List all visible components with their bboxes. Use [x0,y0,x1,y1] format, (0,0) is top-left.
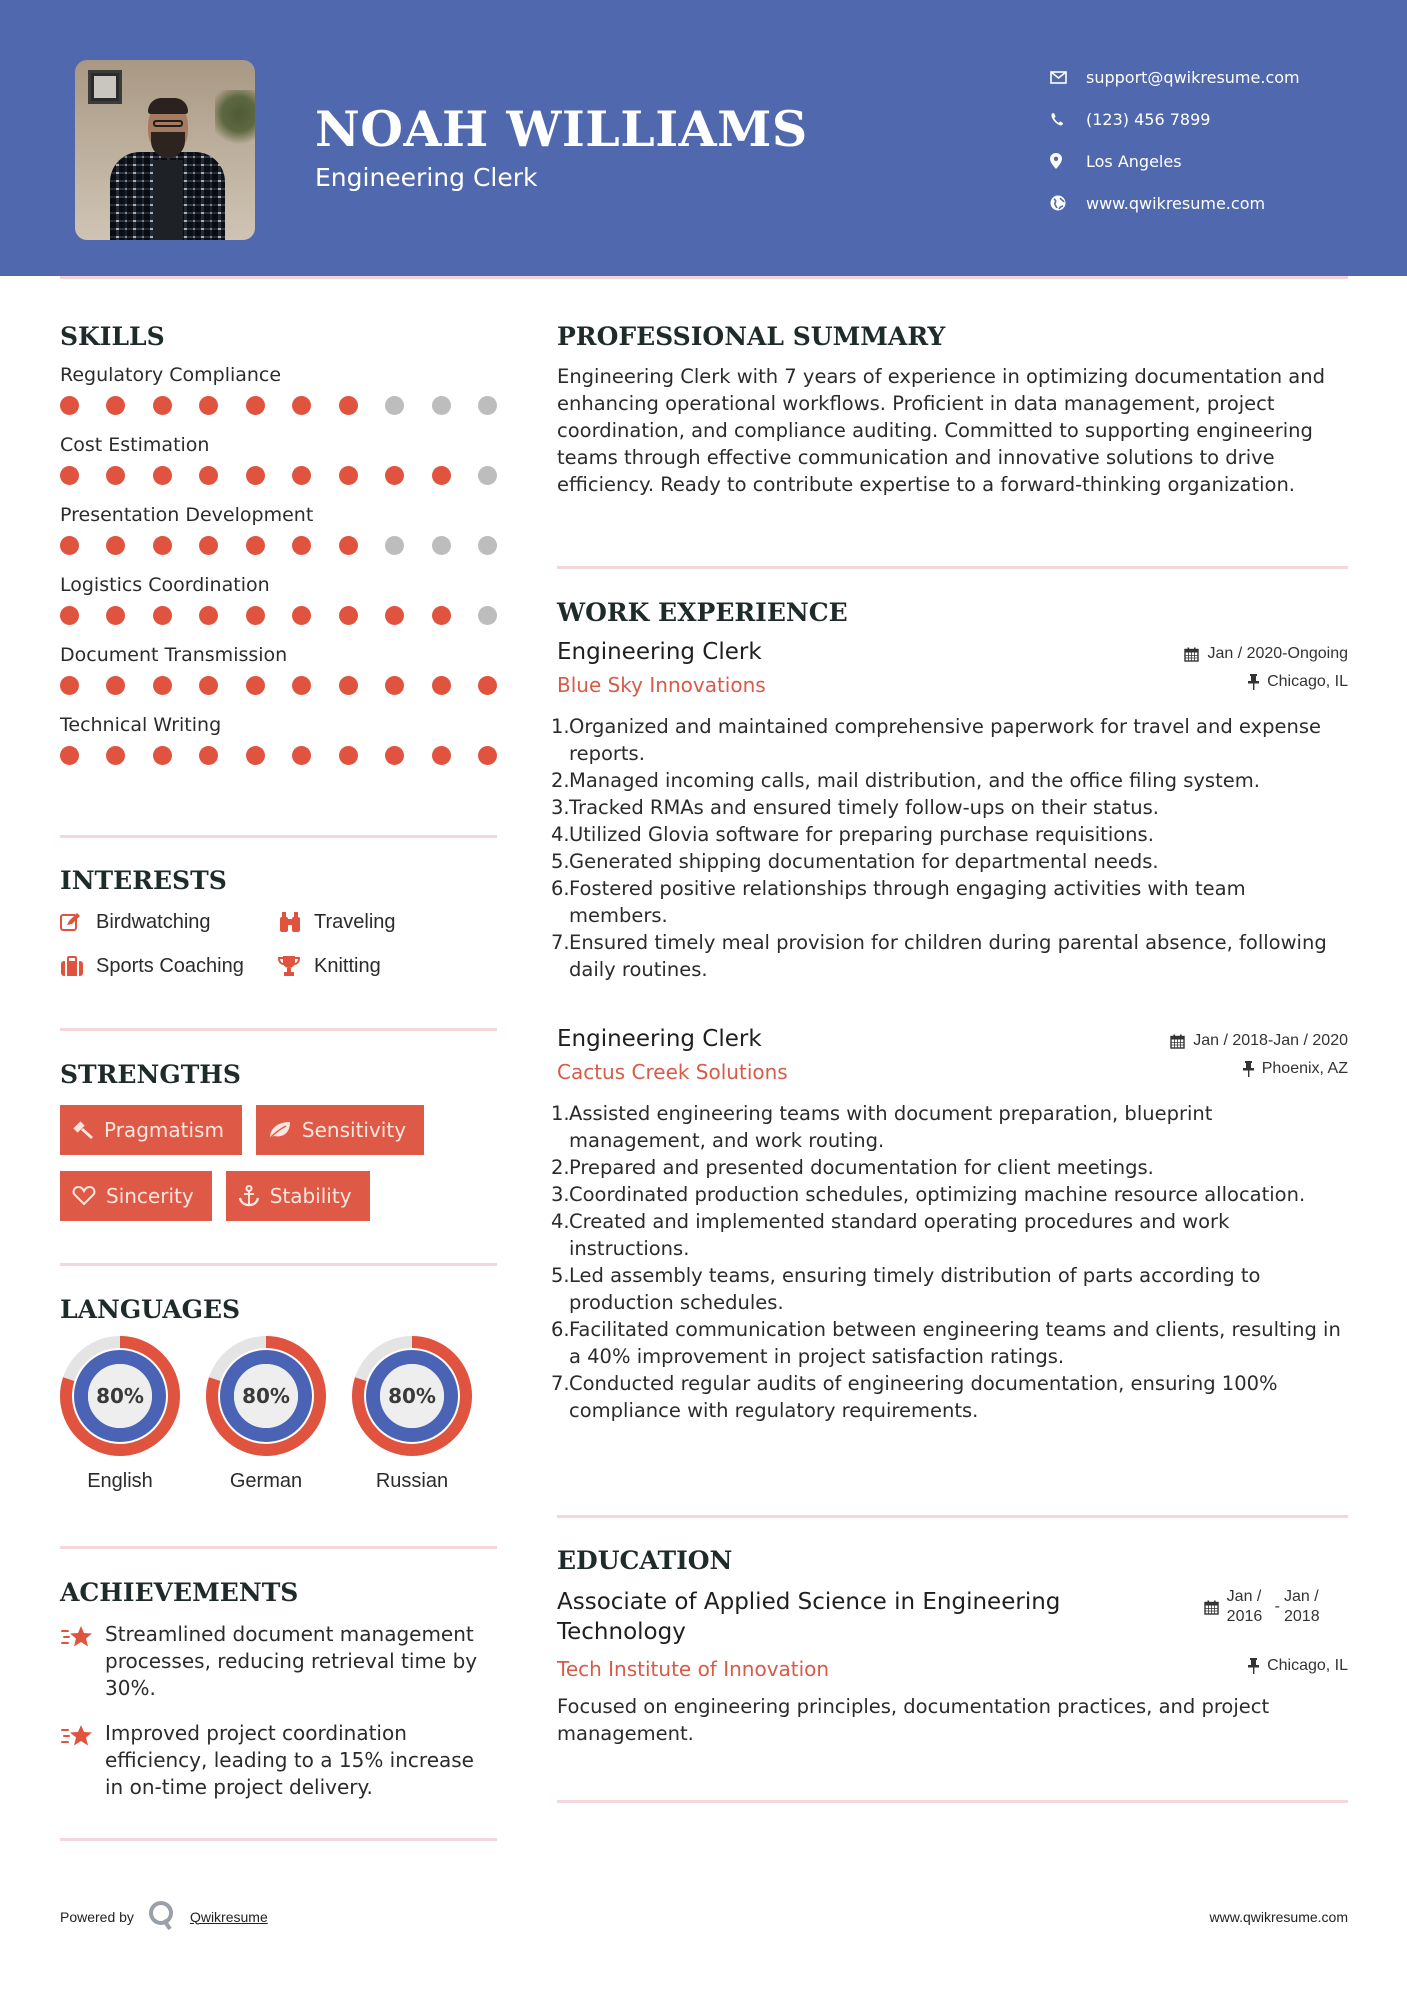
rating-dot-filled [246,746,265,765]
achievement-item [60,1720,497,1801]
section-divider [60,1263,497,1266]
interest-label: Traveling [314,910,396,933]
language-percent: 80% [388,1384,436,1408]
company-name: Cactus Creek Solutions [557,1060,788,1084]
experience-section [551,598,1348,1422]
photo-person-hair [148,98,188,114]
job-responsibilities [551,1100,1348,1424]
languages-section [60,1295,497,1493]
strengths-section [60,1060,497,1221]
strengths-list [60,1105,497,1221]
contact-phone-text: (123) 456 7899 [1086,109,1211,129]
responsibility-item: 7. Conducted regular audits of engineering documentation, ensuring 100% compliance with regulatory requirements. [551,1372,1278,1422]
responsibility-item: 4. Created and implemented standard operating procedures and work instructions. [551,1210,1230,1260]
rating-dot-filled [106,676,125,695]
summary-title: PROFESSIONAL SUMMARY [557,322,946,351]
job-title: Engineering Clerk [557,1026,762,1052]
responsibility-item: 6. Fostered positive relationships through engaging activities with team members. [551,877,1246,927]
section-divider [60,1838,497,1841]
achievements-title: ACHIEVEMENTS [60,1578,299,1607]
rating-dot-filled [432,606,451,625]
section-divider [557,566,1348,569]
strength-badge [60,1171,212,1221]
job-entry [551,639,1348,983]
map-marker-icon [1050,153,1086,169]
edit-icon [60,912,96,932]
powered-by [60,1900,268,1933]
rating-dot-filled [153,536,172,555]
contact-list [1050,56,1300,224]
rating-dot-filled [385,606,404,625]
pushpin-icon [1248,1658,1259,1674]
rating-dot-filled [153,746,172,765]
section-divider [60,1028,497,1031]
calendar-icon [1184,647,1199,662]
language-item [352,1336,472,1493]
contact-location [1050,140,1300,182]
gavel-icon [72,1119,94,1141]
rating-dot-empty [478,536,497,555]
rating-dot-filled [60,746,79,765]
rating-dot-filled [432,676,451,695]
skill-rating [60,739,497,781]
suitcase-icon [60,956,96,976]
school-name: Tech Institute of Innovation [557,1657,830,1681]
photo-wall-frame [88,70,122,104]
skill-label: Document Transmission [60,644,288,666]
responsibility-item: 5. Led assembly teams, ensuring timely distribution of parts according to production schedules. [551,1264,1261,1314]
globe-icon [1050,195,1086,211]
education-description: Focused on engineering principles, documentation practices, and project management. [557,1695,1270,1745]
photo-plant [215,90,255,150]
rating-dot-filled [60,396,79,415]
job-responsibilities [551,713,1348,983]
rating-dot-filled [292,606,311,625]
rating-dot-empty [478,606,497,625]
achievement-text: Streamlined document management processes, reducing retrieval time by 30%. [105,1622,478,1700]
achievements-list [60,1621,497,1801]
summary-section [557,322,1348,498]
rating-dot-filled [199,746,218,765]
skill-label: Regulatory Compliance [60,364,282,386]
education-location [1248,1657,1348,1675]
job-location-text: Chicago, IL [1267,673,1348,690]
qwikresume-logo-icon [148,1900,176,1933]
education-date-separator: - [1274,1598,1280,1615]
section-divider [557,1515,1348,1518]
rating-dot-filled [292,466,311,485]
rating-dot-filled [292,396,311,415]
contact-location-text: Los Angeles [1086,151,1182,171]
rating-dot-filled [246,606,265,625]
skill-rating [60,529,497,571]
interest-item [60,907,278,937]
job-title: Engineering Clerk [557,639,762,665]
responsibility-item: 6. Facilitated communication between engineering teams and clients, resulting in a 40% improvement in project satisfaction ratings. [551,1318,1341,1368]
rating-dot-filled [292,676,311,695]
responsibility-item: 7. Ensured timely meal provision for children during parental absence, following daily routines. [551,931,1327,981]
skills-list [60,361,497,781]
responsibility-item: 1. Assisted engineering teams with document preparation, blueprint management, and work routing. [551,1102,1213,1152]
strength-label: Sincerity [106,1184,194,1208]
skill-item [60,501,497,571]
rating-dot-filled [60,466,79,485]
skill-item [60,431,497,501]
job-entry [551,1026,1348,1424]
job-dates-text: Jan / 2018-Jan / 2020 [1193,1032,1348,1049]
rating-dot-filled [246,396,265,415]
candidate-title: Engineering Clerk [315,163,538,192]
responsibility-item: 1. Organized and maintained comprehensive paperwork for travel and expense reports. [551,715,1321,765]
rating-dot-filled [385,466,404,485]
resume-header [0,0,1407,276]
job-subheader [557,673,1348,697]
page-footer [60,1900,1348,1933]
interests-section [60,866,497,981]
skill-rating [60,389,497,431]
summary-text: Engineering Clerk with 7 years of experience in optimizing documentation and enhancing operational workflows. Proficient in data management, project coordination, and compliance auditing. Committed to supporting engineering teams through effective communication and innovative solutions to drive efficiency. Ready to contribute expertise to a forward-thinking organization. [557,365,1325,496]
candidate-name: NOAH WILLIAMS [315,100,808,158]
rating-dot-filled [478,676,497,695]
job-subheader [557,1060,1348,1084]
rating-dot-filled [106,466,125,485]
strength-label: Pragmatism [104,1118,224,1142]
rating-dot-filled [339,536,358,555]
rating-dot-filled [339,606,358,625]
rating-dot-filled [60,676,79,695]
rating-dot-filled [60,536,79,555]
interest-item [278,951,478,981]
rating-dot-empty [478,396,497,415]
qwikresume-link[interactable]: Qwikresume [189,1908,268,1925]
strength-badge [256,1105,424,1155]
interest-label: Sports Coaching [96,954,244,977]
interests-title: INTERESTS [60,866,227,895]
strength-badge [226,1171,370,1221]
section-divider [60,1546,497,1549]
language-name: Russian [375,1470,449,1492]
strength-label: Sensitivity [301,1118,407,1142]
rating-dot-filled [153,396,172,415]
skill-item [60,571,497,641]
pushpin-icon [1243,1061,1254,1077]
footer-website[interactable]: www.qwikresume.com [1209,1908,1348,1925]
photo-person-glasses [153,120,183,127]
skill-item [60,641,497,711]
pushpin-icon [1248,674,1259,690]
interests-list [60,907,497,981]
rating-dot-filled [246,536,265,555]
profile-photo [75,60,255,240]
section-divider [60,835,497,838]
language-name: German [229,1470,303,1492]
rating-dot-filled [339,396,358,415]
responsibility-item: 4. Utilized Glovia software for preparing purchase requisitions. [551,823,1154,846]
rating-dot-filled [106,606,125,625]
job-dates-text: Jan / 2020-Ongoing [1207,645,1348,662]
achievements-section [60,1578,497,1819]
job-location [1243,1060,1348,1078]
rating-dot-filled [478,746,497,765]
languages-list [60,1336,497,1493]
interest-item [278,907,478,937]
rating-dot-filled [60,606,79,625]
education-subheader [557,1657,1348,1681]
contact-email[interactable] [1050,56,1300,98]
education-end-date: Jan / 2018 [1284,1588,1320,1625]
responsibility-item: 5. Generated shipping documentation for departmental needs. [551,850,1159,873]
rating-dot-filled [292,746,311,765]
language-percent: 80% [96,1384,144,1408]
education-dates [1204,1587,1326,1627]
company-name: Blue Sky Innovations [557,673,766,697]
contact-phone[interactable] [1050,98,1300,140]
education-location-text: Chicago, IL [1267,1657,1348,1674]
rating-dot-empty [385,536,404,555]
rating-dot-filled [432,466,451,485]
skill-label: Technical Writing [60,714,222,736]
experience-title: WORK EXPERIENCE [557,598,848,627]
rating-dot-filled [339,746,358,765]
rating-dot-filled [153,606,172,625]
rating-dot-filled [106,396,125,415]
rating-dot-filled [432,746,451,765]
rating-dot-filled [339,676,358,695]
interest-item [60,951,278,981]
rating-dot-empty [432,536,451,555]
rating-dot-filled [106,536,125,555]
rating-dot-empty [432,396,451,415]
languages-title: LANGUAGES [60,1295,241,1324]
envelope-icon [1050,71,1086,84]
skill-rating [60,599,497,641]
language-percent: 80% [242,1384,290,1408]
language-progress-ring [60,1336,180,1456]
rating-dot-filled [106,746,125,765]
skill-item [60,361,497,431]
language-item [60,1336,180,1493]
contact-website-text: www.qwikresume.com [1086,193,1266,213]
responsibility-item: 2. Managed incoming calls, mail distribution, and the office filing system. [551,769,1260,792]
rating-dot-filled [339,466,358,485]
responsibility-item: 2. Prepared and presented documentation for client meetings. [551,1156,1154,1179]
achievement-item [60,1621,497,1702]
heart-icon [72,1186,96,1206]
language-item [206,1336,326,1493]
education-start-date: Jan / 2016 [1226,1588,1263,1625]
powered-by-label: Powered by [60,1908,134,1925]
rating-dot-empty [385,396,404,415]
responsibility-item: 3. Tracked RMAs and ensured timely follow-ups on their status. [551,796,1159,819]
education-section [557,1546,1348,1747]
rating-dot-filled [292,536,311,555]
calendar-icon [1204,1600,1219,1615]
job-header [557,1026,1348,1052]
achievement-text: Improved project coordination efficiency, leading to a 15% increase in on-time project delivery. [105,1721,474,1799]
photo-person-shirt [153,160,183,240]
degree-title: Associate of Applied Science in Engineering Technology [557,1589,1061,1645]
header-divider [60,276,1348,279]
anchor-icon [238,1185,260,1207]
rating-dot-filled [199,606,218,625]
rating-dot-filled [246,466,265,485]
calendar-icon [1170,1034,1185,1049]
language-progress-ring [206,1336,326,1456]
education-title: EDUCATION [557,1546,733,1575]
skills-section [60,322,497,781]
rating-dot-empty [478,466,497,485]
rating-dot-filled [199,396,218,415]
skill-label: Presentation Development [60,504,314,526]
responsibility-item: 3. Coordinated production schedules, optimizing machine resource allocation. [551,1183,1306,1206]
rating-dot-filled [199,676,218,695]
binoculars-icon [278,911,314,933]
phone-icon [1050,112,1086,127]
rating-dot-filled [199,466,218,485]
skill-label: Cost Estimation [60,434,210,456]
job-location-text: Phoenix, AZ [1261,1060,1348,1077]
strength-label: Stability [269,1184,352,1208]
rating-dot-filled [385,746,404,765]
section-divider [557,1800,1348,1803]
rating-dot-filled [199,536,218,555]
interest-label: Birdwatching [96,910,211,933]
language-progress-ring [352,1336,472,1456]
job-dates [1184,645,1348,663]
star-speed-icon [60,1720,105,1801]
skill-label: Logistics Coordination [60,574,270,596]
skill-rating [60,669,497,711]
education-header [557,1587,1348,1647]
rating-dot-filled [153,466,172,485]
skill-rating [60,459,497,501]
contact-email-text: support@qwikresume.com [1086,67,1300,87]
skills-title: SKILLS [60,322,165,351]
leaf-icon [268,1120,292,1140]
rating-dot-filled [246,676,265,695]
strengths-title: STRENGTHS [60,1060,241,1089]
skill-item [60,711,497,781]
contact-website[interactable] [1050,182,1300,224]
star-speed-icon [60,1621,105,1702]
rating-dot-filled [385,676,404,695]
job-dates [1170,1032,1348,1050]
trophy-icon [278,955,314,977]
language-name: English [87,1470,153,1492]
interest-label: Knitting [314,954,381,977]
rating-dot-filled [153,676,172,695]
job-location [1248,673,1348,691]
strength-badge [60,1105,242,1155]
job-header [557,639,1348,665]
